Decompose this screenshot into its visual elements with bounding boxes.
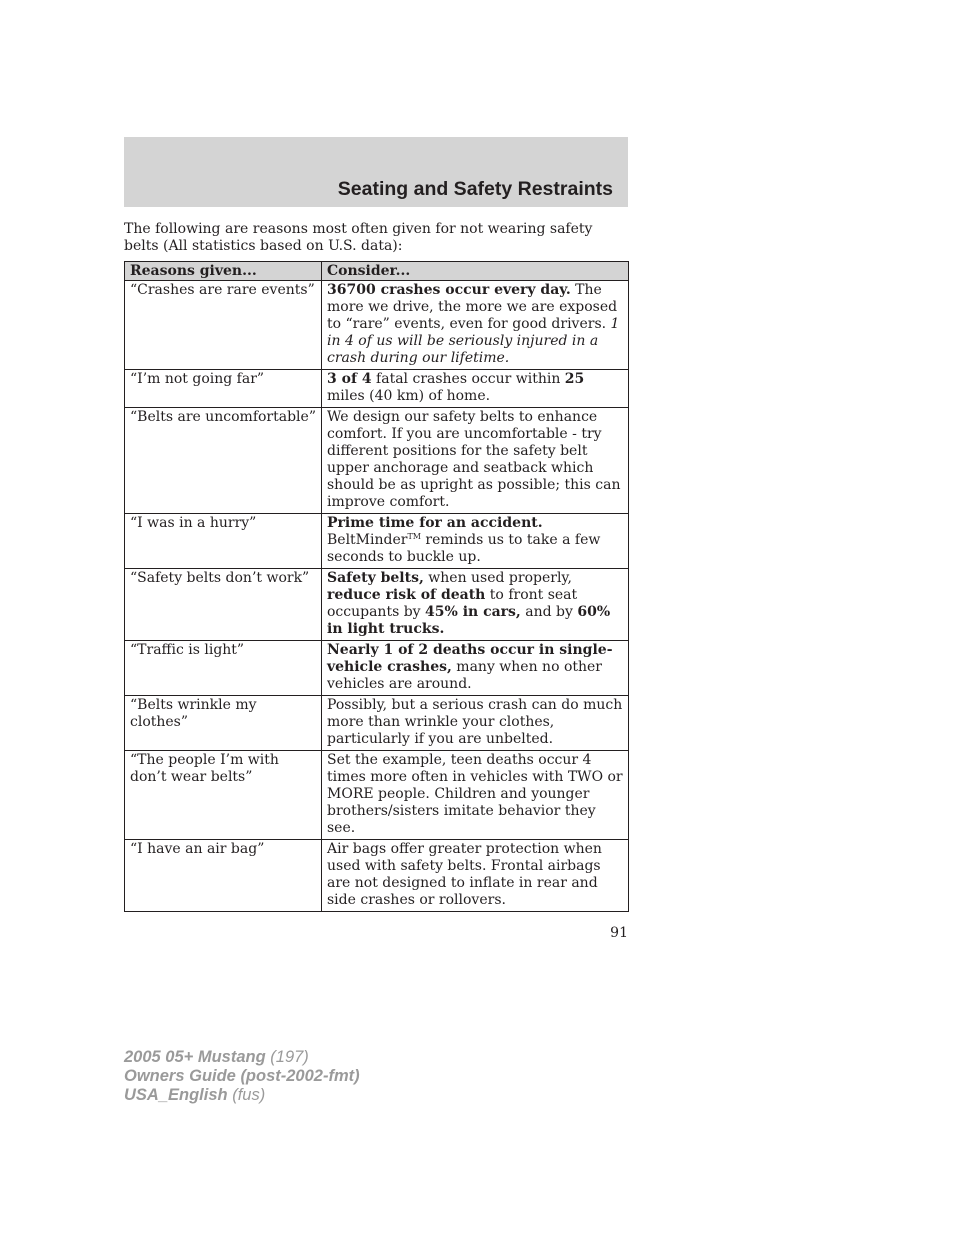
reason-cell: “The people I’m with don’t wear belts”	[125, 751, 322, 840]
consider-text: Safety belts,	[327, 570, 424, 586]
footer-line-model	[124, 1048, 360, 1067]
consider-text: 1 in 4 of us will be seriously injured in a crash during our lifetime.	[327, 316, 620, 366]
table-header-row	[125, 262, 629, 281]
consider-text: many when no other vehicles are around.	[327, 659, 603, 692]
consider-cell	[322, 408, 629, 514]
consider-text: to front seat occupants by	[327, 587, 578, 620]
consider-text: 60% in light trucks.	[327, 604, 611, 637]
footer-locale: USA_English	[124, 1086, 228, 1104]
table-body	[125, 281, 629, 912]
column-header-consider: Consider...	[322, 262, 629, 281]
table-row	[125, 840, 629, 912]
consider-cell	[322, 840, 629, 912]
page-number: 91	[610, 925, 628, 941]
reason-cell: “Crashes are rare events”	[125, 281, 322, 370]
consider-text: reminds us to take a few seconds to buckle up.	[327, 532, 601, 565]
reason-cell: “Safety belts don’t work”	[125, 569, 322, 641]
intro-paragraph: The following are reasons most often given for not wearing safety belts (All statistics based on U.S. data):	[124, 221, 593, 254]
consider-text: The more we drive, the more we are exposed to “rare” events, even for good drivers.	[327, 282, 618, 332]
consider-cell	[322, 696, 629, 751]
consider-cell	[322, 370, 629, 408]
consider-text: 3 of 4	[327, 371, 372, 387]
table-row	[125, 569, 629, 641]
consider-text: Air bags offer greater protection when used with safety belts. Frontal airbags are not designed to inflate in rear and side crashes or rollovers.	[327, 841, 602, 908]
footer-model-code: (197)	[265, 1048, 309, 1066]
table-row	[125, 751, 629, 840]
consider-text: Set the example, teen deaths occur 4 times more often in vehicles with TWO or MORE people. Children and younger brothers/sisters imitate behavior they see.	[327, 752, 623, 836]
consider-text: Prime time for an accident.	[327, 515, 543, 531]
footer-guide: Owners Guide (post-2002-fmt)	[124, 1067, 360, 1085]
consider-cell	[322, 751, 629, 840]
footer-locale-code: (fus)	[227, 1086, 266, 1104]
reason-cell: “I was in a hurry”	[125, 514, 322, 569]
consider-text: when used properly,	[423, 570, 572, 586]
consider-cell	[322, 641, 629, 696]
reason-cell: “Belts wrinkle my clothes”	[125, 696, 322, 751]
table-row	[125, 408, 629, 514]
consider-cell	[322, 569, 629, 641]
consider-text: 36700 crashes occur every day.	[327, 282, 571, 298]
trademark-mark: TM	[407, 532, 421, 541]
column-header-reasons: Reasons given...	[125, 262, 322, 281]
table-row	[125, 370, 629, 408]
reason-cell: “Belts are uncomfortable”	[125, 408, 322, 514]
table-row	[125, 641, 629, 696]
consider-text: 45% in cars,	[425, 604, 521, 620]
reason-cell: “I have an air bag”	[125, 840, 322, 912]
consider-text: fatal crashes occur within	[371, 371, 565, 387]
document-footer	[124, 1048, 360, 1105]
consider-text: miles (40 km) of home.	[327, 388, 491, 404]
section-header-band	[124, 137, 628, 207]
consider-text: BeltMinder	[327, 532, 408, 548]
table-row	[125, 281, 629, 370]
consider-text: and by	[520, 604, 578, 620]
footer-line-locale	[124, 1086, 360, 1105]
table-row	[125, 514, 629, 569]
consider-text: reduce risk of death	[327, 587, 486, 603]
safety-belt-reasons-table	[124, 261, 629, 912]
reason-cell: “I’m not going far”	[125, 370, 322, 408]
consider-text: We design our safety belts to enhance comfort. If you are uncomfortable - try different positions for the safety belt upper anchorage and seatback which should be as upright as possible; this can improve comfort.	[327, 409, 621, 510]
reason-cell: “Traffic is light”	[125, 641, 322, 696]
consider-cell	[322, 514, 629, 569]
footer-model: 2005 05+ Mustang	[124, 1048, 266, 1066]
table-row	[125, 696, 629, 751]
consider-text: Possibly, but a serious crash can do much more than wrinkle your clothes, particularly if you are unbelted.	[327, 697, 623, 747]
consider-cell	[322, 281, 629, 370]
consider-text: 25	[564, 371, 585, 387]
section-title: Seating and Safety Restraints	[337, 178, 613, 200]
consider-text: Nearly 1 of 2 deaths occur in single-vehicle crashes,	[327, 642, 613, 675]
